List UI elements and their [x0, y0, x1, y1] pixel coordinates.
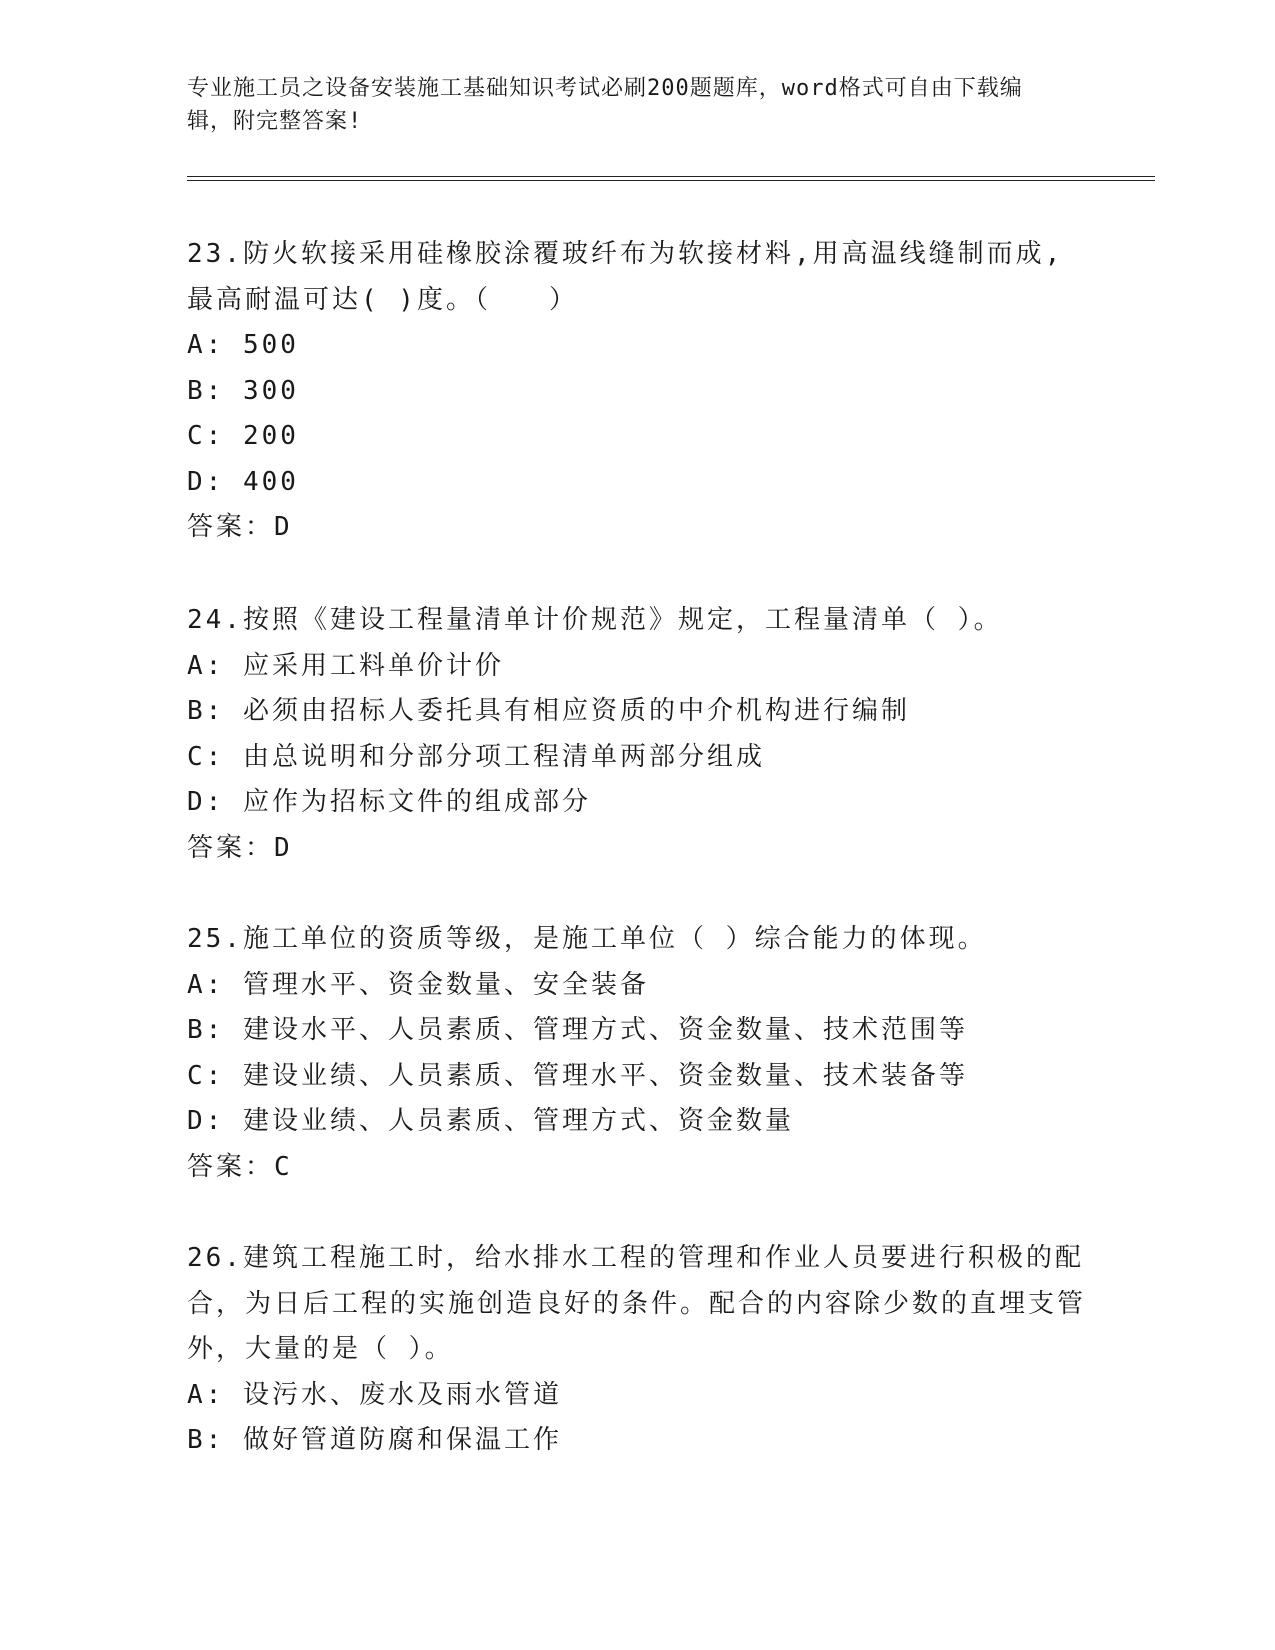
answer-line: 答案：D [187, 512, 293, 542]
option-d: D: 400 [187, 466, 299, 497]
option-a: A: 设污水、废水及雨水管道 [187, 1379, 562, 1410]
option-d: D: 建设业绩、人员素质、管理方式、资金数量 [187, 1106, 794, 1136]
question-text: 26.建筑工程施工时，给水排水工程的管理和作业人员要进行积极的配合，为日后工程的实施创造良好的条件。配合的内容除少数的直埋支管外，大量的是（ ）。 [187, 1243, 1087, 1364]
question-text: 24.按照《建设工程量清单计价规范》规定，工程量清单（ ）。 [187, 605, 1003, 635]
option-c: C: 200 [187, 421, 299, 451]
option-a: A: 应采用工料单价计价 [187, 650, 504, 681]
header-divider-bottom [187, 180, 1155, 181]
option-b: B: 做好管道防腐和保温工作 [187, 1425, 562, 1455]
option-a: A: 管理水平、资金数量、安全装备 [187, 969, 649, 1000]
option-b: B: 必须由招标人委托具有相应资质的中介机构进行编制 [187, 696, 910, 726]
answer-line: 答案：D [187, 832, 293, 863]
option-b: B: 300 [187, 375, 299, 406]
option-c: C: 建设业绩、人员素质、管理水平、资金数量、技术装备等 [187, 1060, 968, 1091]
document-header: 专业施工员之设备安装施工基础知识考试必刷200题题库，word格式可自由下载编辑，附完整答案! [187, 76, 1023, 134]
answer-line: 答案：C [187, 1151, 293, 1182]
option-d: D: 应作为招标文件的组成部分 [187, 787, 591, 817]
question-26 [187, 1236, 1087, 1464]
question-23 [187, 232, 1087, 551]
question-24 [187, 598, 1087, 871]
option-c: C: 由总说明和分部分项工程清单两部分组成 [187, 741, 765, 772]
question-text: 25.施工单位的资质等级，是施工单位（ ）综合能力的体现。 [187, 924, 987, 954]
option-a: A: 500 [187, 330, 299, 360]
question-text: 23.防火软接采用硅橡胶涂覆玻纤布为软接材料,用高温线缝制而成,最高耐温可达( )度。（ ） [187, 239, 1064, 315]
question-25 [187, 917, 1087, 1190]
header-divider-top [187, 176, 1155, 177]
option-b: B: 建设水平、人员素质、管理方式、资金数量、技术范围等 [187, 1015, 968, 1045]
